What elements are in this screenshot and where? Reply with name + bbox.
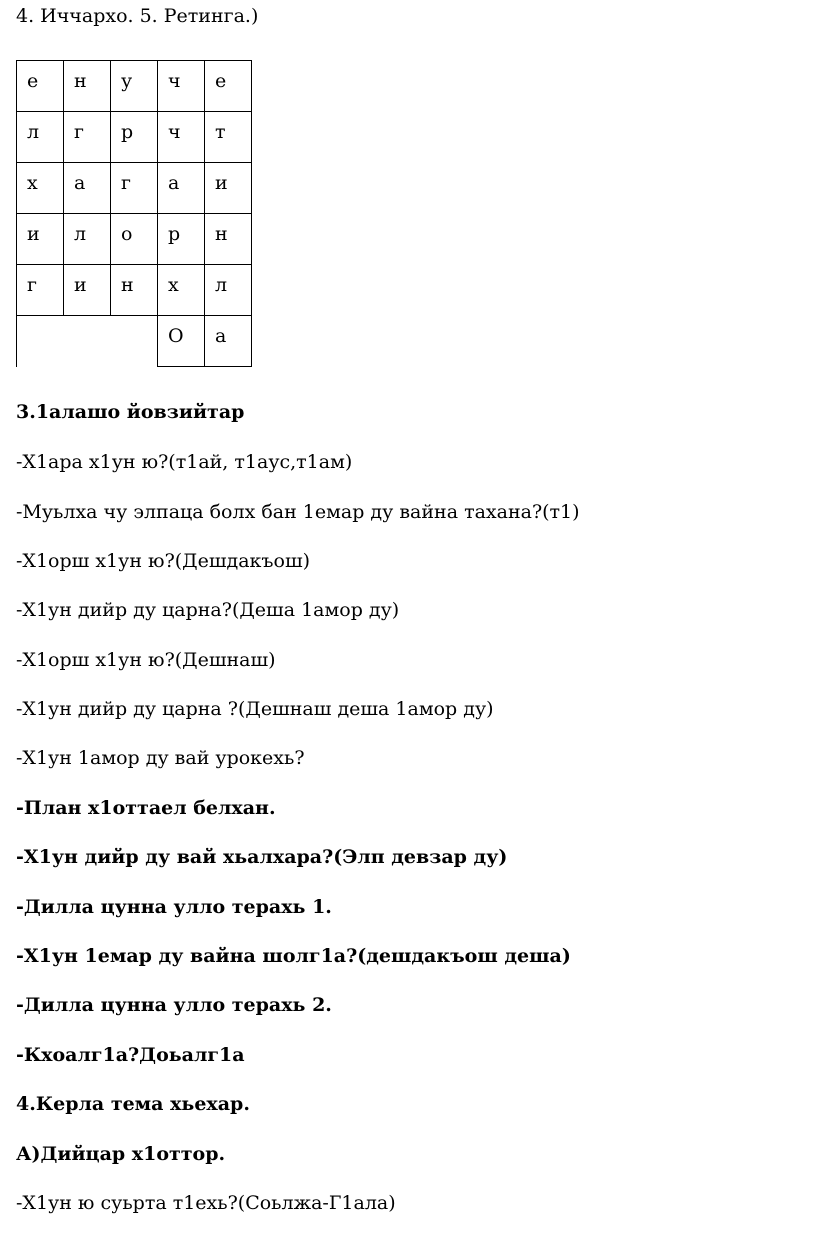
text-line: -План х1оттаел белхан. bbox=[16, 797, 276, 819]
header-line: 4. Иччархо. 5. Ретинга.) bbox=[16, 5, 259, 27]
grid-cell: а bbox=[158, 163, 205, 214]
grid-row bbox=[17, 112, 252, 163]
grid-cell: л bbox=[17, 112, 64, 163]
grid-cell: р bbox=[111, 112, 158, 163]
grid-row bbox=[17, 265, 252, 316]
grid-row bbox=[17, 61, 252, 112]
grid-row bbox=[17, 214, 252, 265]
grid-row bbox=[17, 316, 252, 367]
grid-cell: у bbox=[111, 61, 158, 112]
grid-cell: а bbox=[64, 163, 111, 214]
grid-cell: ч bbox=[158, 112, 205, 163]
text-line: -Х1орш х1ун ю?(Дешнаш) bbox=[16, 649, 276, 671]
grid-cell-empty bbox=[17, 316, 64, 367]
grid-cell-empty bbox=[64, 316, 111, 367]
text-line: -Х1орш х1ун ю?(Дешдакъош) bbox=[16, 550, 311, 572]
grid-row bbox=[17, 163, 252, 214]
grid-cell: х bbox=[17, 163, 64, 214]
grid-cell: х bbox=[158, 265, 205, 316]
grid-cell: л bbox=[205, 265, 252, 316]
grid-cell: и bbox=[205, 163, 252, 214]
text-line: -Дилла цунна улло терахь 2. bbox=[16, 994, 332, 1016]
grid-cell: е bbox=[205, 61, 252, 112]
grid-cell: н bbox=[111, 265, 158, 316]
text-line: -Х1ун ю суьрта т1ехь?(Соьлжа-Г1ала) bbox=[16, 1192, 396, 1214]
text-line: -Муьлха чу элпаца болх бан 1емар ду вайна тахана?(т1) bbox=[16, 501, 580, 523]
text-line: -Х1ун 1емар ду вайна шолг1а?(дешдакъош деша) bbox=[16, 945, 571, 967]
text-line: 4.Керла тема хьехар. bbox=[16, 1093, 250, 1115]
grid-cell: и bbox=[64, 265, 111, 316]
letter-grid bbox=[16, 60, 252, 367]
grid-cell: н bbox=[64, 61, 111, 112]
text-line: -Х1ун дийр ду вай хьалхара?(Элп девзар ду) bbox=[16, 846, 508, 868]
grid-cell: г bbox=[111, 163, 158, 214]
text-line: -Дилла цунна улло терахь 1. bbox=[16, 896, 332, 918]
grid-cell-empty bbox=[111, 316, 158, 367]
grid-cell: и bbox=[17, 214, 64, 265]
grid-cell: а bbox=[205, 316, 252, 367]
grid-cell: г bbox=[64, 112, 111, 163]
grid-cell: О bbox=[158, 316, 205, 367]
text-line: -Х1ун дийр ду царна ?(Дешнаш деша 1амор ду) bbox=[16, 698, 494, 720]
grid-cell: е bbox=[17, 61, 64, 112]
grid-cell: о bbox=[111, 214, 158, 265]
grid-cell: л bbox=[64, 214, 111, 265]
text-line: 3.1алашо йовзийтар bbox=[16, 401, 245, 423]
text-line: -Х1ара х1ун ю?(т1ай, т1аус,т1ам) bbox=[16, 451, 353, 473]
grid-cell: г bbox=[17, 265, 64, 316]
text-line: -Х1ун 1амор ду вай урокехь? bbox=[16, 747, 305, 769]
text-line: -Кхоалг1а?Доьалг1а bbox=[16, 1044, 245, 1066]
grid-cell: р bbox=[158, 214, 205, 265]
grid-cell: ч bbox=[158, 61, 205, 112]
grid-cell: т bbox=[205, 112, 252, 163]
text-line: А)Дийцар х1оттор. bbox=[16, 1143, 226, 1165]
grid-cell: н bbox=[205, 214, 252, 265]
text-line: -Х1ун дийр ду царна?(Деша 1амор ду) bbox=[16, 599, 400, 621]
